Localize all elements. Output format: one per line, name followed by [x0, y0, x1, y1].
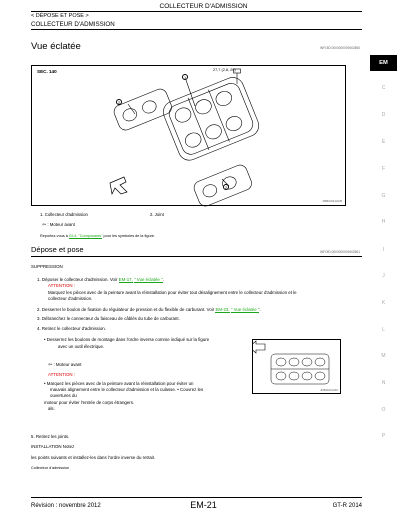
sidebar-tab[interactable]: K	[381, 300, 386, 306]
installation-note: les points suivants et installez-les dans l'ordre inverse du retrait.	[31, 455, 156, 460]
section-index-sidebar	[370, 22, 397, 492]
figure2-code: JMBIA0313ZZ	[320, 388, 338, 392]
exploded-view-heading: Vue éclatée	[31, 41, 81, 52]
exploded-view-link-2[interactable]: " Vue éclatée "	[230, 307, 260, 312]
legend-front-arrow: ⇦ : Moteur avant	[42, 222, 75, 228]
front-arrow-note: ⇦ : Moteur avant	[48, 362, 82, 368]
arrow-left-icon: ⇦	[48, 362, 53, 368]
sidebar-tab[interactable]: F	[381, 166, 386, 172]
exploded-view-link[interactable]: " Vue éclatée "	[134, 277, 163, 282]
installation-sub: Collecteur d'admission	[31, 466, 70, 470]
header-rule	[31, 11, 362, 12]
sidebar-tab[interactable]: C	[381, 85, 386, 91]
bullet-1-line-2: avec un outil électrique.	[58, 344, 105, 349]
bullet-2-line-1: • Marquez les pièces avec de la peinture avant la réinstallation pour éviter un	[44, 381, 194, 386]
removal-ref: INFOID:0000000009402861	[319, 250, 360, 254]
section-title: COLLECTEUR D'ADMISSION	[31, 21, 115, 28]
bullet-2-line-4: moteur pour éviter l'entrée de corps étrangers.	[44, 400, 135, 405]
figure-section-label: SEC. 140	[37, 69, 57, 74]
bullet-2-line-2: mauvais alignement entre le collecteur d'admission et la culasse. • Couvrez les	[50, 387, 204, 392]
sidebar-tab[interactable]: M	[381, 353, 386, 359]
step-5: 5. Retirez les joints.	[31, 434, 70, 439]
legend-item-2: 2. Joint	[150, 212, 164, 217]
step-3: 3. Débranchez le connecteur du faisceau de câblés du tube de carburant.	[37, 316, 180, 321]
attention-2: ATTENTION :	[48, 372, 75, 377]
bullet-1: • Desserrez les boulons de montage dans l'ordre inverse comme indiqué sur la figure	[44, 337, 210, 342]
section-rule	[31, 29, 362, 30]
sidebar-tab[interactable]: E	[381, 139, 386, 145]
em-17-link[interactable]: EM-17,	[118, 277, 133, 282]
figure1-code: JMBIA0312GB	[322, 199, 342, 203]
callout-1: 1	[183, 76, 187, 80]
attention-1-line-2: collecteur d'admission.	[48, 296, 93, 301]
attention-1: ATTENTION :	[48, 283, 75, 288]
removal-rule	[31, 256, 362, 257]
exploded-view-ref: INFOID:0000000009402860	[319, 46, 360, 50]
callout-2-upper: 2	[117, 101, 121, 105]
sidebar-tab[interactable]: N	[381, 380, 386, 386]
sidebar-tab[interactable]: P	[381, 433, 386, 439]
bullet-2-line-5: als.	[48, 406, 55, 411]
bullet-2-line-3: ouvertures du	[50, 393, 77, 398]
breadcrumb: < DÉPOSE ET POSE >	[31, 13, 89, 19]
bolt-order-drawing	[253, 340, 342, 395]
exploded-view-figure	[31, 65, 346, 206]
intake-manifold-drawing	[32, 66, 347, 207]
step-4: 4. Retirez le collecteur d'admission.	[37, 326, 106, 331]
legend-item-1: 1. Collecteur d'admission	[40, 212, 88, 217]
arrow-left-icon: ⇦	[42, 222, 47, 228]
bullet-icon: •	[44, 337, 46, 342]
sidebar-tab-active[interactable]: EM	[370, 55, 397, 71]
components-link[interactable]: GI-4, "Composants"	[68, 234, 103, 238]
sidebar-tab[interactable]: G	[381, 193, 386, 199]
step-2: 2. Desserrer le boulon de fixation du régulateur de pression et du flexible de carburant. Voir EM-23, " Vue éclatée ".	[37, 307, 261, 312]
sidebar-tab[interactable]: L	[382, 327, 385, 333]
bullet-icon: •	[44, 381, 46, 386]
removal-heading: Dépose et pose	[31, 245, 84, 254]
callout-2-lower: 2	[224, 186, 228, 190]
sidebar-tab[interactable]: O	[381, 407, 386, 413]
torque-value: 27,7 (2,8, 20)	[213, 68, 236, 72]
suppression-label: SUPPRESSION	[31, 264, 63, 269]
attention-1-line-1: Marquez les pièces avec de la peinture avant la réinstallation pour éviter tout désalignement entre le collecteur d'admission et le	[48, 290, 297, 295]
sidebar-tab[interactable]: D	[381, 112, 386, 118]
footer-model: GT-R 2014	[332, 503, 362, 509]
sidebar-tab[interactable]: J	[382, 273, 385, 279]
step-1: 1. Déposer le collecteur d'admission. Voir EM-17, " Vue éclatée ".	[37, 277, 164, 282]
bolt-order-figure	[252, 339, 341, 394]
sidebar-tab[interactable]: I	[382, 247, 385, 253]
legend-note: Reportez-vous à GI-4, "Composants" pour les symboles de la figure.	[40, 234, 155, 238]
installation-label: INSTALLATION Notez	[31, 444, 75, 449]
footer-rule	[31, 497, 362, 498]
page-header-title: COLLECTEUR D'ADMISSION	[159, 3, 248, 10]
em-23-link[interactable]: EM-23,	[215, 307, 230, 312]
footer-revision: Révision : novembre 2012	[31, 503, 101, 509]
sidebar-tab[interactable]: H	[381, 219, 386, 225]
page-number: EM-21	[190, 500, 217, 510]
